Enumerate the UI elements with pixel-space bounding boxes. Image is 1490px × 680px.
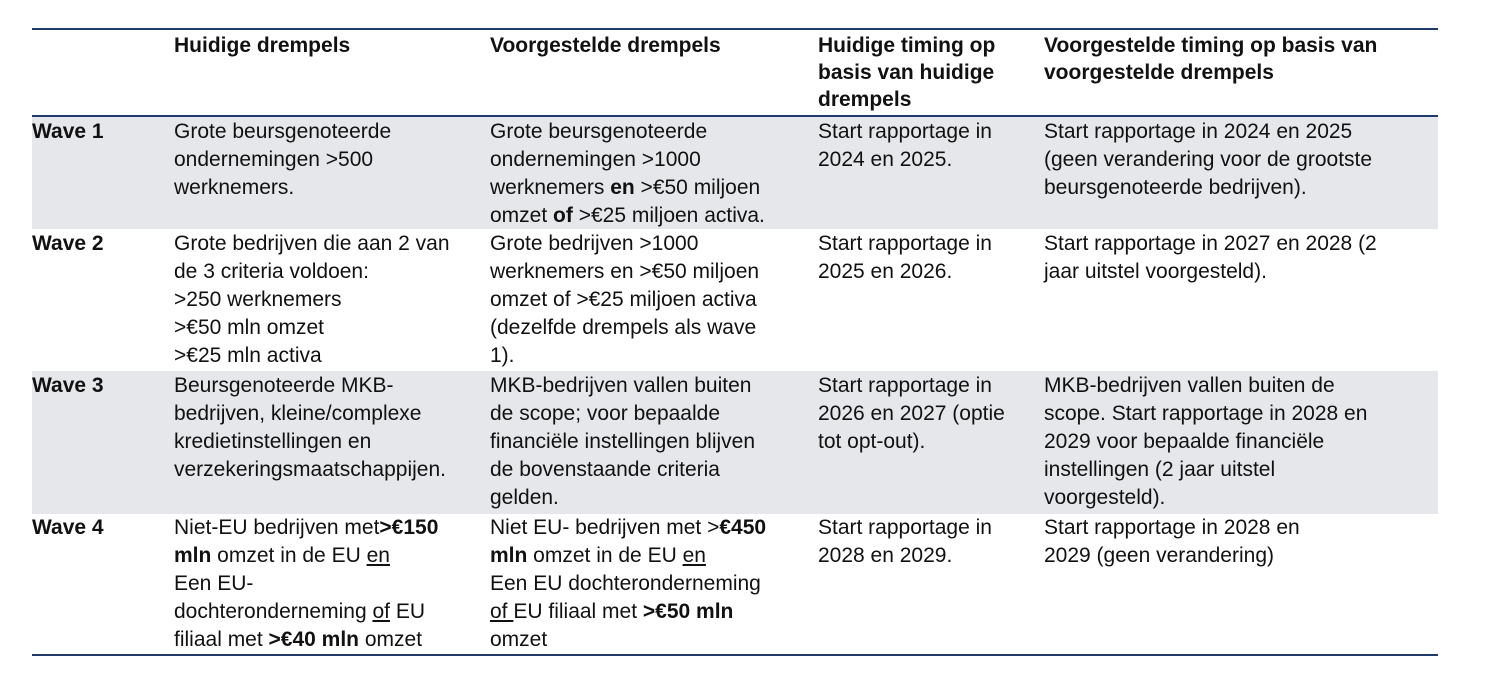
wave-3-proposed-thresholds: MKB-bedrijven vallen buiten de scope; voor bepaalde financiële instellingen blijven de bovenstaande criteria gelden. (490, 374, 756, 509)
header-proposed-thresholds: Voorgestelde drempels (490, 34, 721, 57)
header-current-timing: Huidige timing op basis van huidige drempels (818, 34, 996, 111)
table-bottom-rule (32, 654, 1438, 656)
row-label-wave-3: Wave 3 (32, 374, 104, 397)
wave-4-current-timing: Start rapportage in 2028 en 2029. (818, 516, 992, 567)
wave-3-current-timing: Start rapportage in 2026 en 2027 (optie tot opt-out). (818, 374, 1005, 453)
wave-2-current-timing: Start rapportage in 2025 en 2026. (818, 232, 992, 283)
row-label-wave-4: Wave 4 (32, 516, 104, 539)
row-label-wave-2: Wave 2 (32, 232, 104, 255)
wave-2-proposed-timing: Start rapportage in 2027 en 2028 (2 jaar uitstel voorgesteld). (1044, 232, 1377, 283)
wave-1-proposed-timing: Start rapportage in 2024 en 2025 (geen verandering voor de grootste beursgenoteerde bedrijven). (1044, 120, 1373, 199)
header-current-thresholds: Huidige drempels (174, 34, 351, 57)
wave-3-current-thresholds: Beursgenoteerde MKB- bedrijven, kleine/complexe kredietinstellingen en verzekeringsmaatschappijen. (174, 374, 446, 481)
wave-4-proposed-thresholds: Niet EU- bedrijven met >€450 mln omzet in de EU en Een EU dochteronderneming of EU filiaal met >€50 mln omzet (490, 516, 767, 651)
wave-4-proposed-timing: Start rapportage in 2028 en 2029 (geen verandering) (1044, 516, 1300, 567)
wave-2-current-thresholds: Grote bedrijven die aan 2 van de 3 criteria voldoen: >250 werknemers >€50 mln omzet >€25 mln activa (174, 232, 450, 367)
wave-1-proposed-thresholds: Grote beursgenoteerde ondernemingen >1000 werknemers en >€50 miljoen omzet of >€25 miljoen activa. (490, 120, 765, 227)
wave-4-current-thresholds: Niet-EU bedrijven met>€150 mln omzet in de EU en Een EU- dochteronderneming of EU filiaal met >€40 mln omzet (174, 516, 439, 651)
wave-1-current-timing: Start rapportage in 2024 en 2025. (818, 120, 992, 171)
header-proposed-timing: Voorgestelde timing op basis van voorgestelde drempels (1044, 34, 1378, 84)
wave-3-proposed-timing: MKB-bedrijven vallen buiten de scope. Start rapportage in 2028 en 2029 voor bepaalde financiële instellingen (2 jaar uitstel voorgesteld). (1044, 374, 1368, 509)
row-label-wave-1: Wave 1 (32, 120, 104, 143)
table-top-rule (32, 28, 1438, 30)
wave-1-current-thresholds: Grote beursgenoteerde ondernemingen >500 werknemers. (174, 120, 392, 199)
wave-2-proposed-thresholds: Grote bedrijven >1000 werknemers en >€50 miljoen omzet of >€25 miljoen activa (dezelfde drempels als wave 1). (490, 232, 760, 367)
